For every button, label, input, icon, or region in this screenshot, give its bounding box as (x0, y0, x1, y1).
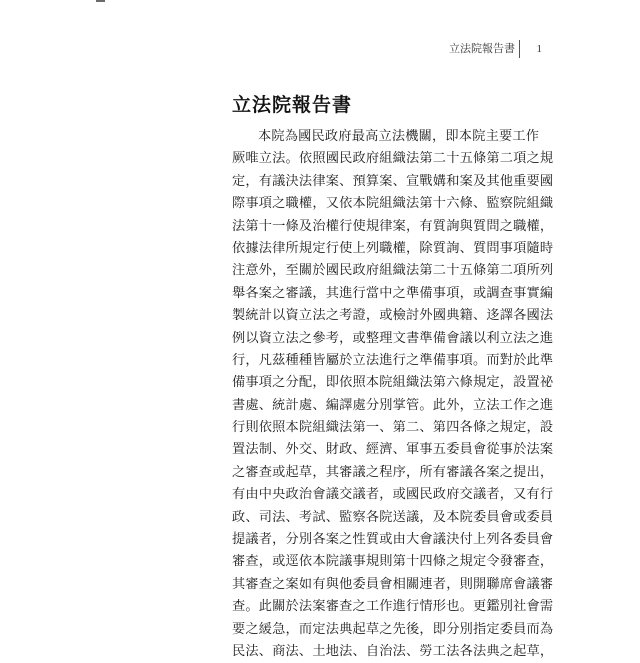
body-line: 審查，或逕依本院議事規則第十四條之規定令發審查， (232, 554, 554, 570)
body-line: 厥唯立法。依照國民政府組織法第二十五條第二項之規 (232, 151, 554, 167)
body-line: 有由中央政治會議交議者，或國民政府交議者，又有行 (232, 487, 554, 503)
body-line: 民法、商法、土地法、自治法、勞工法各法典之起草， (232, 643, 554, 659)
body-line: 本院為國民政府最高立法機關，即本院主要工作 (258, 129, 540, 144)
body-line: 書處、統計處、編譯處分別掌管。此外，立法工作之進 (232, 397, 554, 413)
body-line: 行則依照本院組織法第一、第二、第四各條之規定，設 (232, 420, 554, 436)
body-line: 備事項之分配，即依照本院組織法第六條規定，設置祕 (232, 375, 554, 391)
body-line: 例以資立法之參考，或整理文書準備會議以利立法之進 (232, 330, 554, 346)
body-line: 查。此關於法案審查之工作進行情形也。更鑑別社會需 (232, 599, 554, 615)
body-line: 提議者，分別各案之性質或由大會議決付上列各委員會 (232, 532, 554, 548)
body-text (232, 126, 554, 663)
body-line: 法第十一條及治權行使規律案，有質詢與質問之職權， (232, 218, 554, 234)
body-line: 舉各案之審議，其進行當中之準備事項，或調查事實編 (232, 285, 554, 301)
body-line: 製統計以資立法之考證，或檢討外國典籍、迻譯各國法 (232, 308, 554, 324)
body-line: 行，凡茲種種皆屬於立法進行之準備事項。而對於此準 (232, 352, 554, 368)
running-header (428, 40, 548, 58)
scan-corner-mark (96, 0, 105, 2)
page-number: 1 (536, 43, 542, 55)
body-line: 定，有議決法律案、預算案、宣戰媾和案及其他重要國 (232, 173, 554, 189)
body-line: 之審查或起草，其審議之程序，所有審議各案之提出， (232, 464, 554, 480)
page-title: 立法院報告書 (232, 94, 353, 116)
body-line: 依據法律所規定行使上列職權，除質詢、質問事項隨時 (232, 240, 554, 256)
running-header-title: 立法院報告書 (449, 42, 515, 55)
body-line: 際事項之職權，又依本院組織法第十六條、監察院組織 (232, 196, 554, 212)
body-line: 其審查之案如有與他委員會相關連者，則開聯席會議審 (232, 576, 554, 592)
body-line: 政、司法、考試、監察各院送議，及本院委員會或委員 (232, 509, 554, 525)
body-line: 注意外，至關於國民政府組織法第二十五條第二項所列 (232, 263, 554, 279)
body-line: 置法制、外交、財政、經濟、軍事五委員會從事於法案 (232, 442, 554, 458)
body-line: 要之緩急，而定法典起草之先後，即分別指定委員而為 (232, 621, 554, 637)
